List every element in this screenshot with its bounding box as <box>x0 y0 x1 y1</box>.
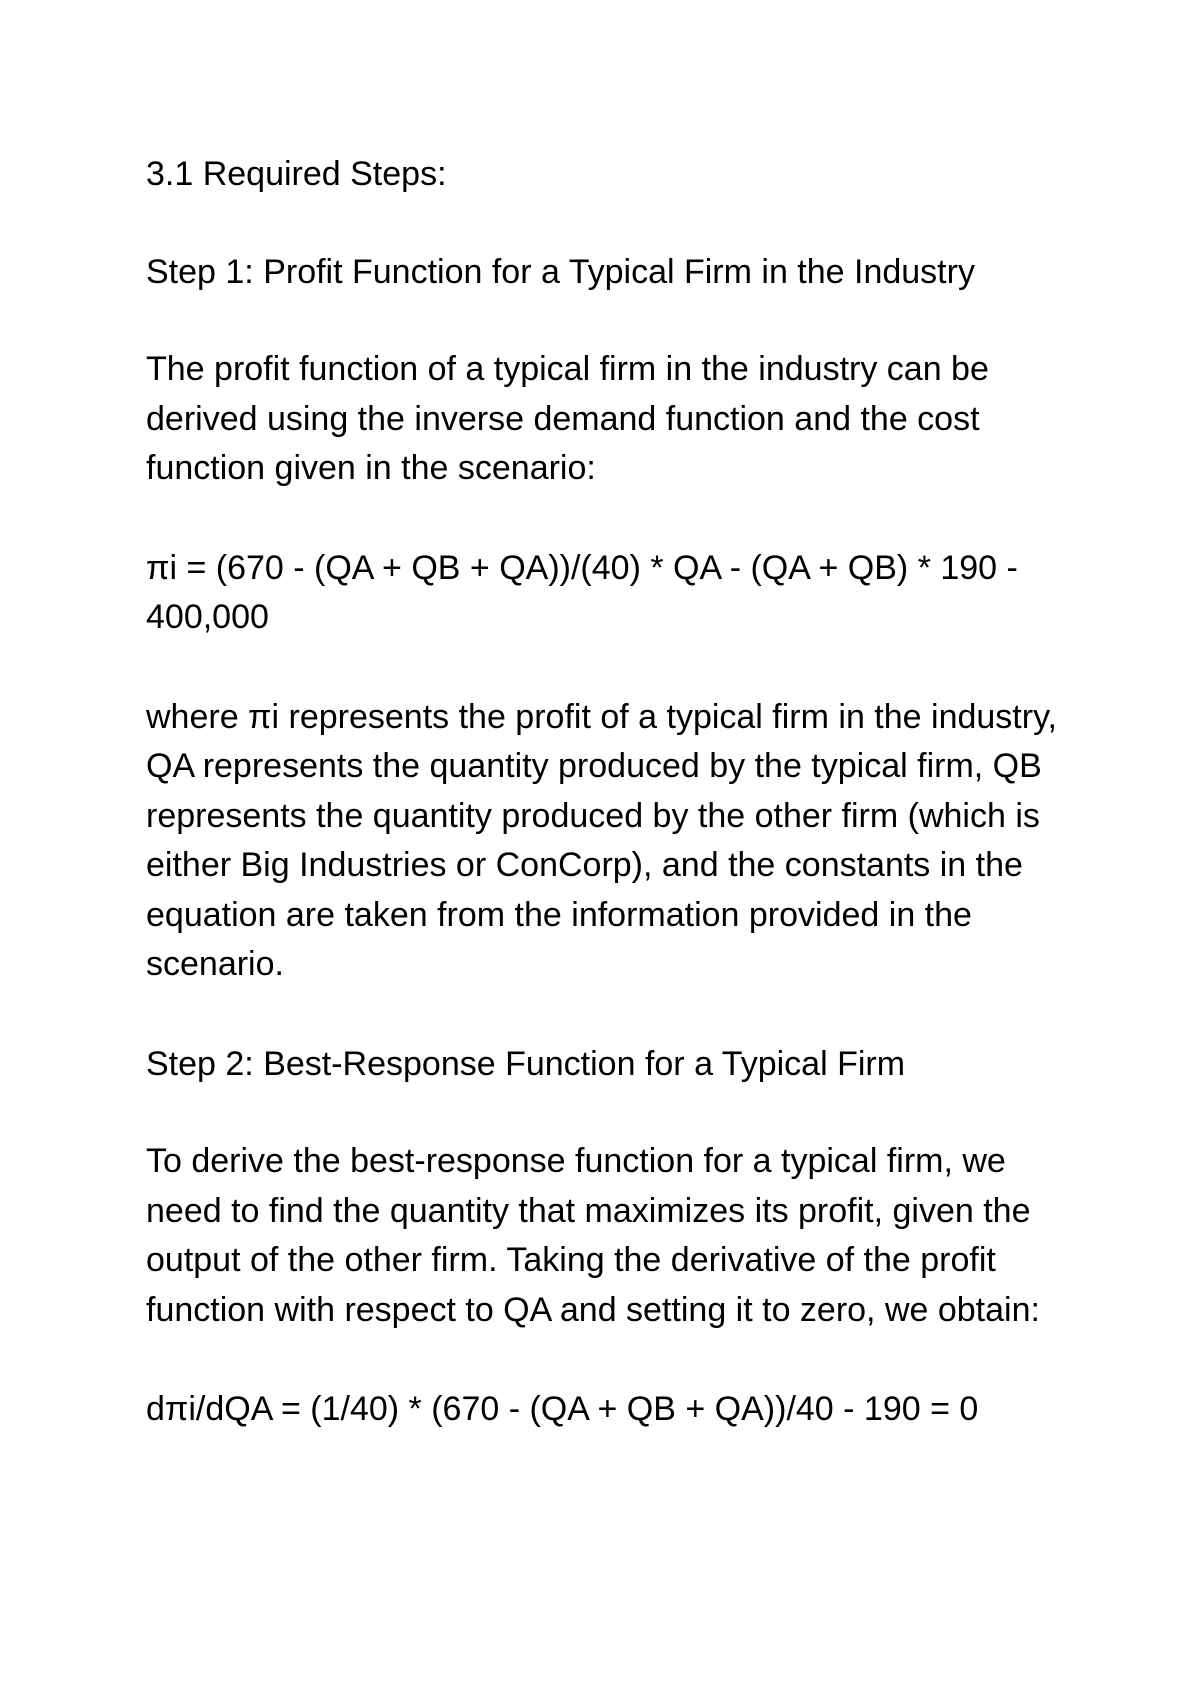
step1-heading: Step 1: Profit Function for a Typical Firm in the Industry <box>146 252 975 291</box>
derivative-equation: dπi/dQA = (1/40) * (670 - (QA + QB + QA))/40 - 190 = 0 <box>146 1390 979 1428</box>
step2-heading: Step 2: Best-Response Function for a Typical Firm <box>146 1044 906 1083</box>
profit-equation: πi = (670 - (QA + QB + QA))/(40) * QA - (QA + QB) * 190 - 400,000 <box>146 548 1018 636</box>
section-heading: 3.1 Required Steps: <box>146 155 447 193</box>
variable-explanation-paragraph: where πi represents the profit of a typical firm in the industry, QA represents the quantity produced by the typical firm, QB represents the quantity produced by the other firm (which is either Big Industries or ConCorp), and the constants in the equation are taken from the information provided in the scenario. <box>146 697 1057 983</box>
step2-intro-paragraph: To derive the best-response function for a typical firm, we need to find the quantity that maximizes its profit, given the output of the other firm. Taking the derivative of the profit function with respect to QA and setting it to zero, we obtain: <box>146 1142 1040 1329</box>
step1-intro-paragraph: The profit function of a typical firm in the industry can be derived using the inverse demand function and the cost function given in the scenario: <box>146 350 989 487</box>
document-body <box>146 150 1076 1485</box>
